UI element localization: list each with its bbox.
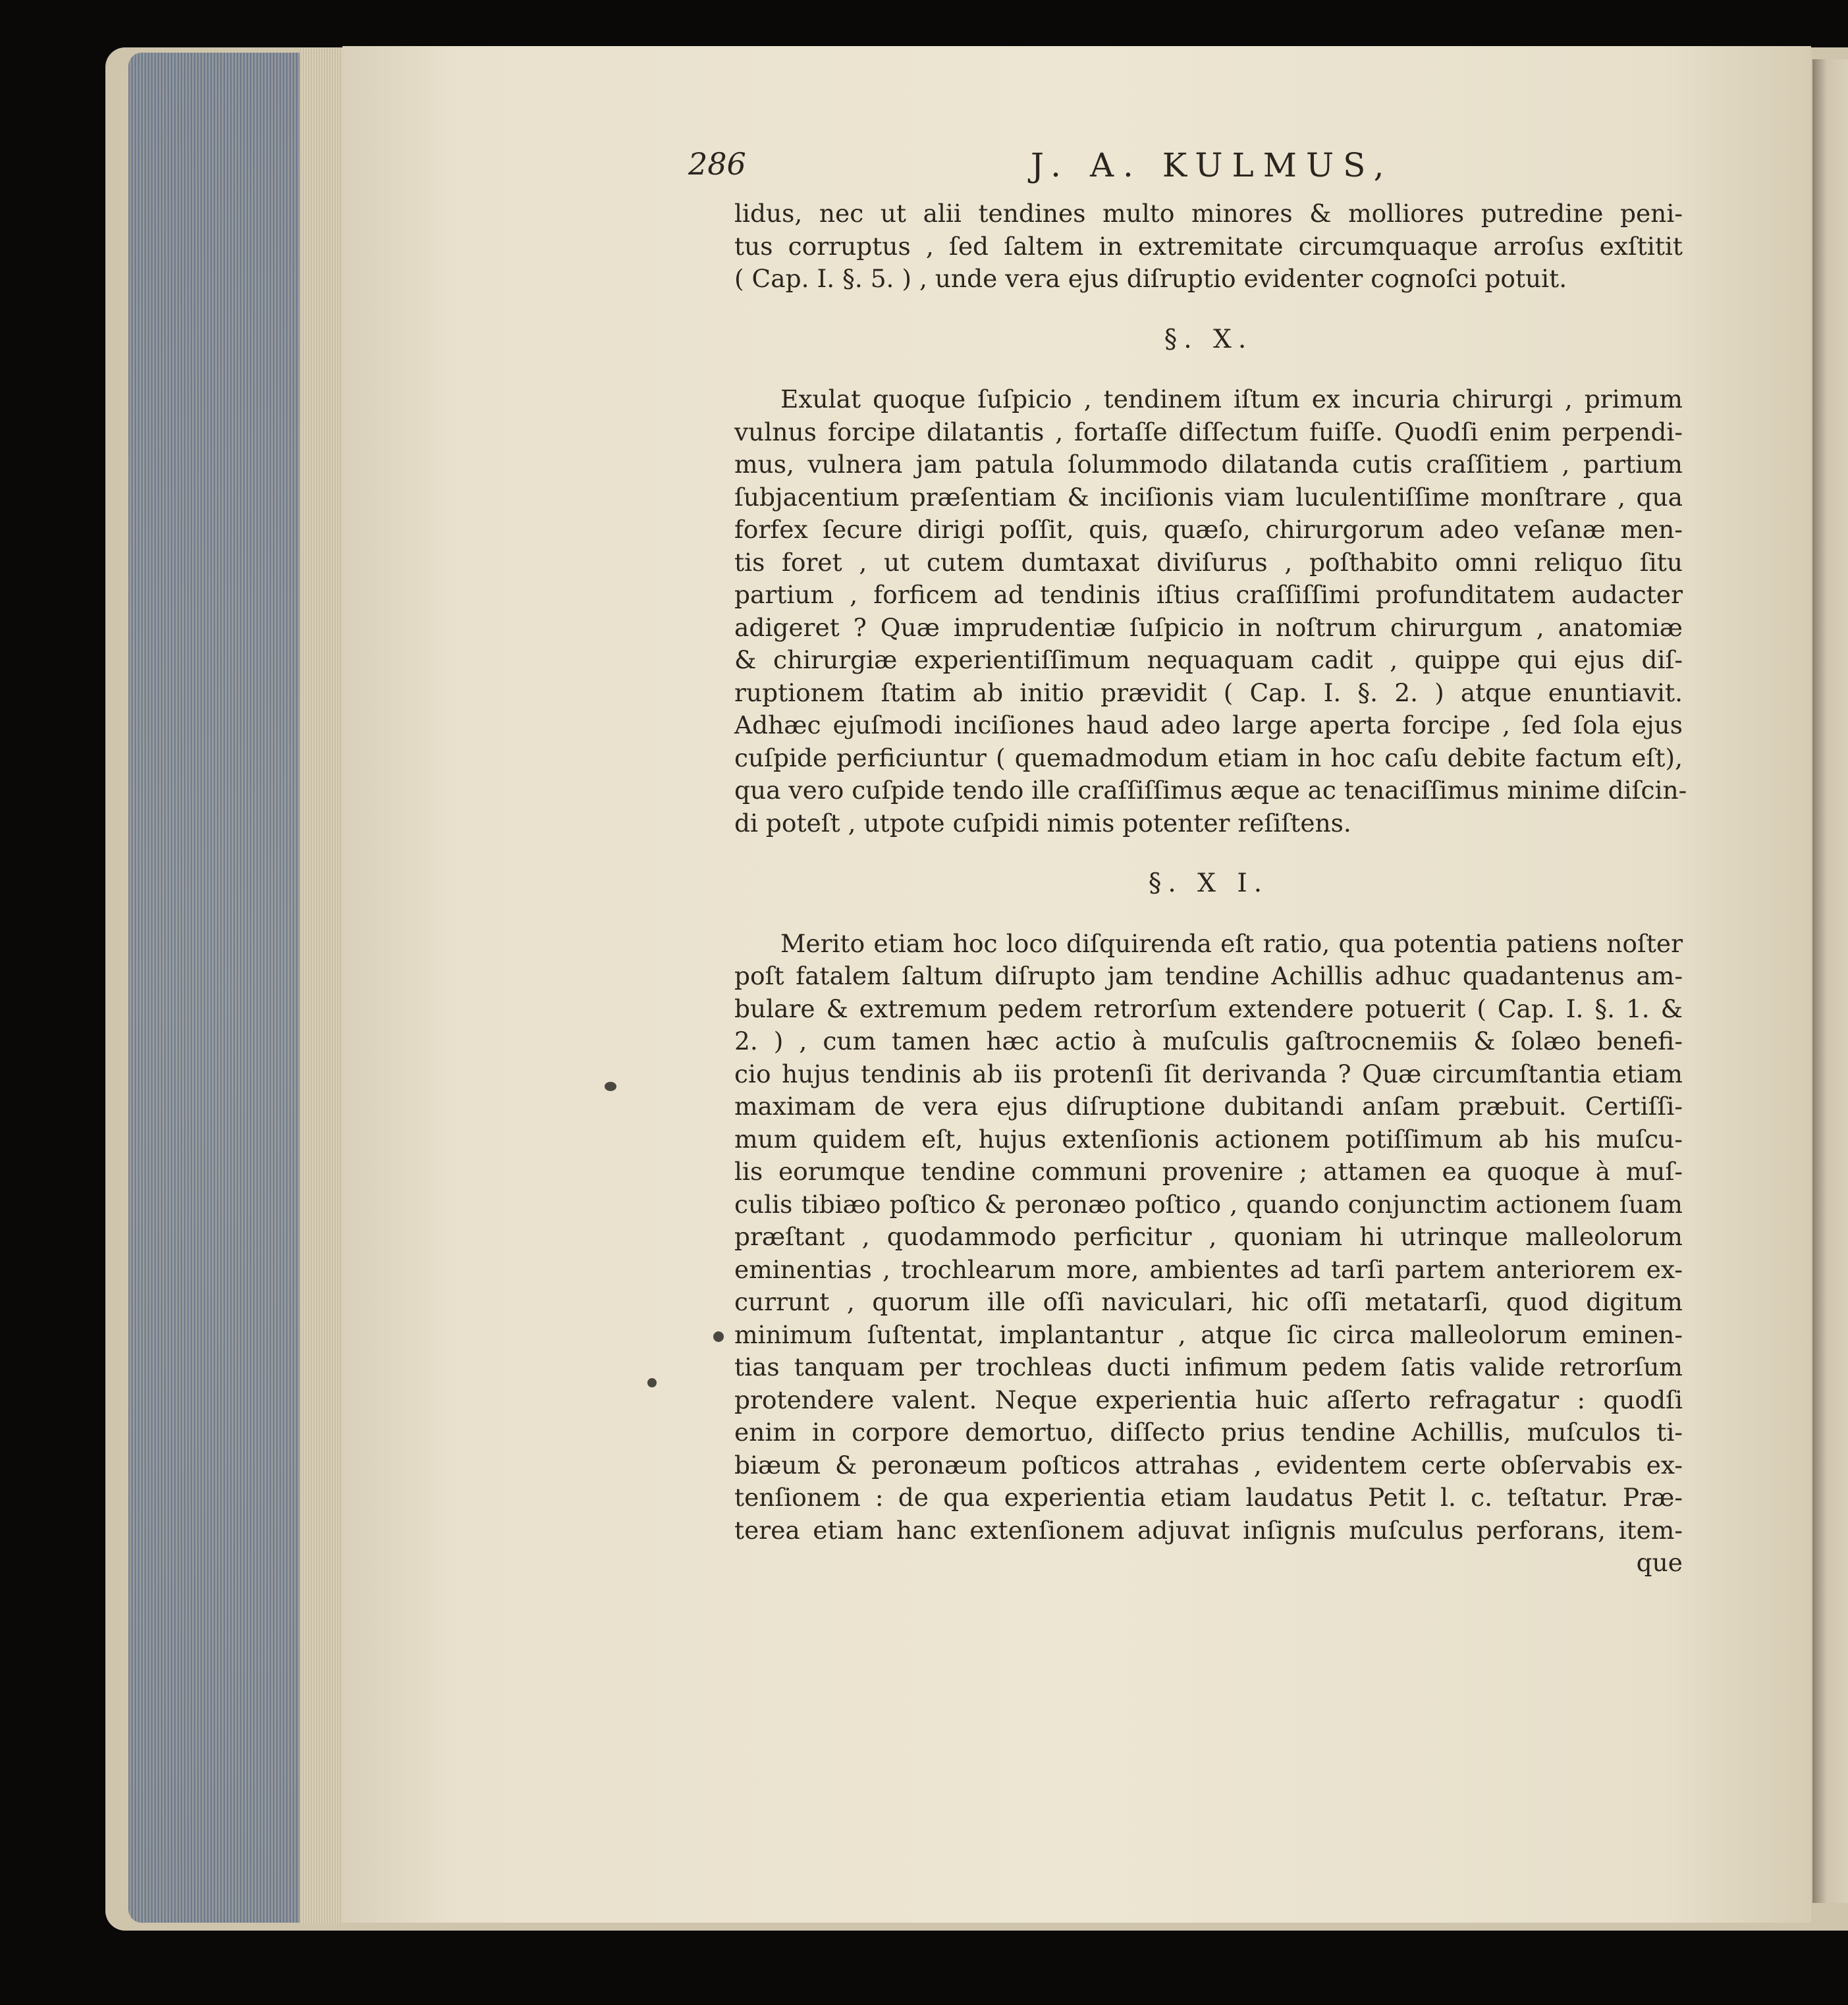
text-line: mus, vulnera jam patula ſolummodo dilatanda cutis craſſitiem , partium xyxy=(734,450,1683,479)
text-line: biæum & peronæum poſticos attrahas , evidentem certe obſervabis ex- xyxy=(734,1450,1683,1480)
text-line: Merito etiam hoc loco diſquirenda eſt ratio, qua potentia patiens noſter xyxy=(780,928,1683,958)
text-line: Exulat quoque ſuſpicio , tendinem iſtum ex incuria chirurgi , primum xyxy=(780,385,1683,414)
text-line: mum quidem eſt, hujus extenſionis actionem potiſſimum ab his muſcu- xyxy=(734,1124,1683,1154)
ink-spot-2 xyxy=(713,1331,724,1342)
text-line: currunt , quorum ille oſſi naviculari, hic oſſi metatarſi, quod digitum xyxy=(734,1287,1683,1316)
text-line: poſt fatalem ſaltum diſrupto jam tendine Achillis adhuc quadantenus am- xyxy=(734,961,1683,990)
text-line: terea etiam hanc extenſionem adjuvat inſignis muſculus perforans, item- xyxy=(734,1515,1683,1545)
text-line: vulnus forcipe dilatantis , fortaſſe diſſectum fuiſſe. Quodſi enim perpendi- xyxy=(734,417,1683,446)
text-line: di poteſt , utpote cuſpidi nimis potenter reſiſtens. xyxy=(734,808,1351,838)
text-line: lidus, nec ut alii tendines multo minores & molliores putredine peni- xyxy=(734,199,1683,228)
text-line: Adhæc ejuſmodi inciſiones haud adeo large aperta forcipe , ſed ſola ejus xyxy=(734,710,1683,739)
text-line: præſtant , quodammodo perficitur , quoniam hi utrinque malleolorum xyxy=(734,1222,1683,1251)
text-line: partium , forficem ad tendinis iſtius craſſiſſimi profunditatem audacter xyxy=(734,580,1683,609)
facing-page-edge xyxy=(1812,59,1848,1903)
text-line: & chirurgiæ experientiſſimum nequaquam cadit , quippe qui ejus diſ- xyxy=(734,645,1683,674)
section-heading-xi: §. X I. xyxy=(1148,869,1269,898)
page-header xyxy=(688,146,1693,192)
paragraph-2 xyxy=(734,928,1683,1547)
text-line: ſubjacentium præſentiam & inciſionis viam luculentiſſime monſtrare , qua xyxy=(734,482,1683,512)
text-line: tias tanquam per trochleas ducti infimum pedem ſatis valide retrorſum xyxy=(734,1352,1683,1381)
text-line: enim in corpore demortuo, diſſecto prius tendine Achillis, muſculos ti- xyxy=(734,1418,1683,1447)
ink-spot-1 xyxy=(605,1082,616,1091)
text-line: cuſpide perficiuntur ( quemadmodum etiam in hoc caſu debite factum eſt), xyxy=(734,743,1683,772)
text-line: tenſionem : de qua experientia etiam laudatus Petit l. c. teſtatur. Præ- xyxy=(734,1483,1683,1512)
text-line: minimum ſuſtentat, implantantur , atque ſic circa malleolorum eminen- xyxy=(734,1320,1683,1349)
text-line: maximam de vera ejus diſruptione dubitandi anſam præbuit. Certiſſi- xyxy=(734,1092,1683,1121)
text-line: qua vero cuſpide tendo ille craſſiſſimus æque ac tenaciſſimus minime diſcin- xyxy=(734,776,1687,805)
text-line: protendere valent. Neque experientia huic aſſerto refragatur : quodſi xyxy=(734,1385,1683,1414)
text-line: bulare & extremum pedem retrorſum extendere potuerit ( Cap. I. §. 1. & xyxy=(734,994,1683,1023)
paragraph-0 xyxy=(734,198,1683,296)
catchword: que xyxy=(1636,1548,1683,1577)
paragraph-1 xyxy=(734,383,1687,840)
text-line: adigeret ? Quæ imprudentiæ ſuſpicio in noſtrum chirurgum , anatomiæ xyxy=(734,612,1683,642)
running-head: J. A. KULMUS, xyxy=(1031,146,1394,184)
text-line: ruptionem ſtatim ab initio prævidit ( Cap. I. §. 2. ) atque enuntiavit. xyxy=(734,678,1683,707)
page-edges-inner xyxy=(300,47,346,1924)
text-line: eminentias , trochlearum more, ambientes ad tarſi partem anteriorem ex- xyxy=(734,1254,1683,1284)
text-line: forfex ſecure dirigi poſſit, quis, quæſo, chirurgorum adeo veſanæ men- xyxy=(734,515,1683,544)
text-line: tis foret , ut cutem dumtaxat diviſurus , poſthabito omni reliquo ſitu xyxy=(734,547,1683,577)
section-heading-x: §. X. xyxy=(1164,324,1253,354)
main-text xyxy=(734,198,1687,1580)
text-line: tus corruptus , ſed ſaltem in extremitate circumquaque arroſus exſtitit xyxy=(734,231,1683,261)
text-line: cio hujus tendinis ab iis protenſi ſit derivanda ? Quæ circumſtantia etiam xyxy=(734,1059,1683,1088)
ink-spot-3 xyxy=(647,1378,657,1387)
text-line: ( Cap. I. §. 5. ) , unde vera ejus diſruptio evidenter cognoſci potuit. xyxy=(734,264,1567,293)
text-line: lis eorumque tendine communi provenire ; attamen ea quoque à muſ- xyxy=(734,1157,1683,1186)
text-line: 2. ) , cum tamen hæc actio à muſculis gaſtrocnemiis & ſolæo benefi- xyxy=(734,1027,1683,1056)
text-line: culis tibiæo poſtico & peronæo poſtico , quando conjunctim actionem ſuam xyxy=(734,1189,1683,1219)
page-number: 286 xyxy=(688,146,746,182)
